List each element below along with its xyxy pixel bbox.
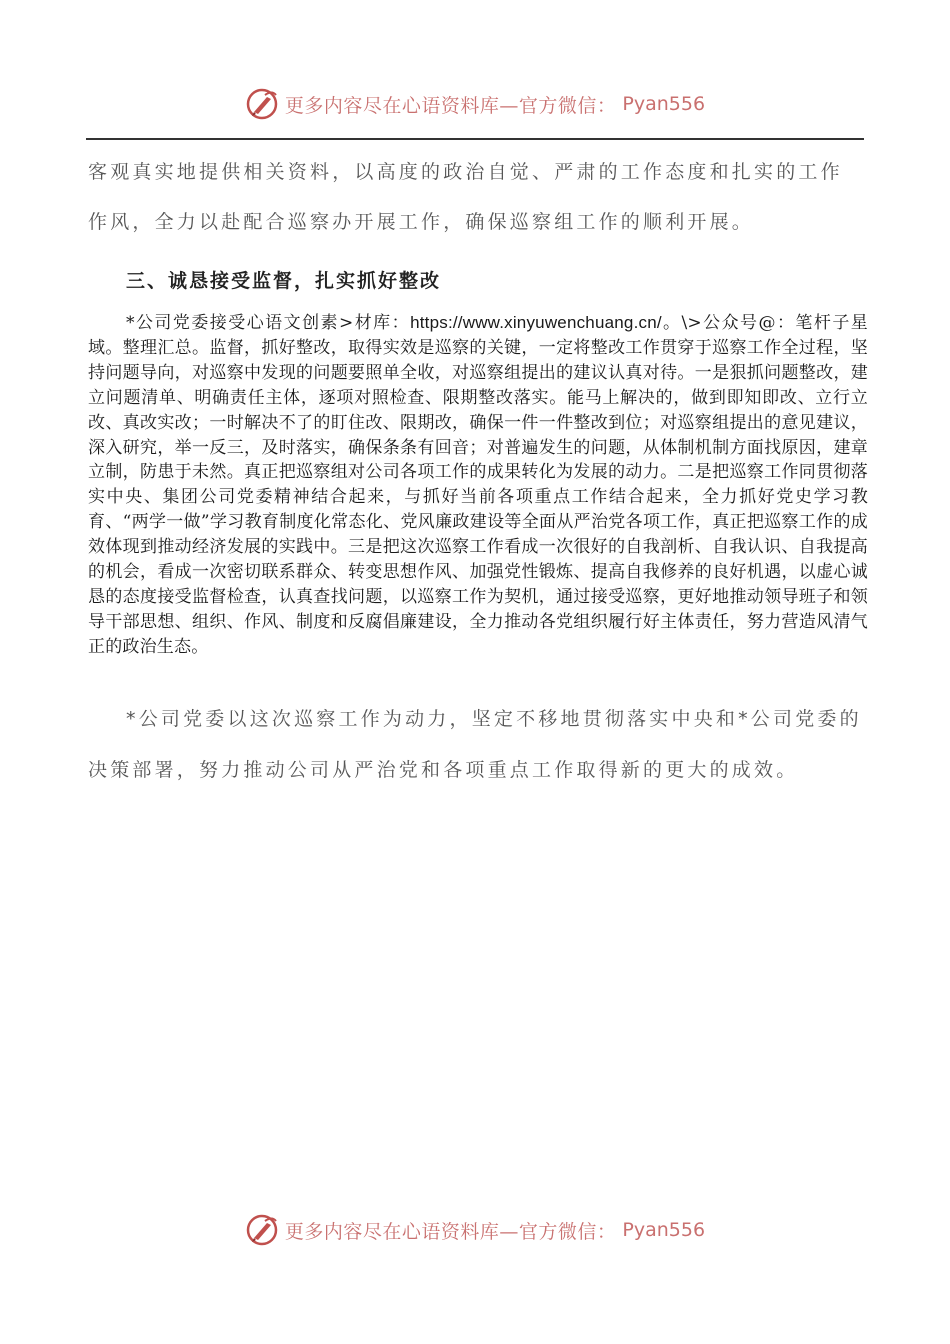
footer-banner-wechat-id: Pyan556 <box>622 1219 706 1241</box>
header-banner-content <box>245 87 705 121</box>
header-banner-text: 更多内容尽在心语资料库—官方微信： <box>284 94 617 117</box>
header-banner <box>0 84 950 124</box>
continuation-line-1: 客观真实地提供相关资料，以高度的政治自觉、严肃的工作态度和扎实的工作 <box>88 161 843 183</box>
header-divider <box>86 138 864 140</box>
section-heading: 三、诚恳接受监督，扎实抓好整改 <box>126 270 442 292</box>
pen-logo-icon <box>245 1213 279 1247</box>
footer-banner-content <box>245 1213 705 1247</box>
dense-paragraph-prefix: *公司党委接受心语文创素>材库： <box>126 313 411 333</box>
dense-paragraph-url: https://www.xinyuwenchuang.cn/ <box>410 313 662 332</box>
dense-paragraph <box>88 311 868 660</box>
footer-banner-text: 更多内容尽在心语资料库—官方微信： <box>284 1220 617 1243</box>
pen-logo-icon <box>245 87 279 121</box>
continuation-line-2: 作风，全力以赴配合巡察办开展工作，确保巡察组工作的顺利开展。 <box>88 211 755 233</box>
dense-paragraph-rest: 。\>公众号@：笔杆子星域。整理汇总。监督，抓好整改，取得实效是巡察的关键，一定将整改工作贯穿于巡察工作全过程，坚持问题导向，对巡察中发现的问题要照单全收，对巡察组提出的建议认真对待。一是狠抓问题整改，建立问题清单、明确责任主体，逐项对照检查、限期整改落实。能马上解决的，做到即知即改、立行立改、真改实改；一时解决不了的盯住改、限期改，确保一件一件整改到位；对巡察组提出的意见建议，深入研究，举一反三，及时落实，确保条条有回音；对普遍发生的问题，从体制机制方面找原因，建章立制，防患于未然。真正把巡察组对公司各项工作的成果转化为发展的动力。二是把巡察工作同贯彻落实中央、集团公司党委精神结合起来，与抓好当前各项重点工作结合起来，全力抓好党史学习教育、“两学一做”学习教育制度化常态化、党风廉政建设等全面从严治党各项工作，真正把巡察工作的成效体现到推动经济发展的实践中。三是把这次巡察工作看成一次很好的自我剖析、自我认识、自我提高的机会，看成一次密切联系群众、转变思想作风、加强党性锻炼、提高自我修养的良好机遇，以虚心诚恳的态度接受监督检查，认真查找问题，以巡察工作为契机，通过接受巡察，更好地推动领导班子和领导干部思想、组织、作风、制度和反腐倡廉建设，全力推动各党组织履行好主体责任，努力营造风清气正的政治生态。 <box>88 313 868 657</box>
footer-banner <box>0 1210 950 1250</box>
header-banner-wechat-id: Pyan556 <box>622 93 706 115</box>
closing-line-1: *公司党委以这次巡察工作为动力，坚定不移地贯彻落实中央和*公司党委的 <box>126 708 862 730</box>
closing-line-2: 决策部署，努力推动公司从严治党和各项重点工作取得新的更大的成效。 <box>88 759 799 781</box>
